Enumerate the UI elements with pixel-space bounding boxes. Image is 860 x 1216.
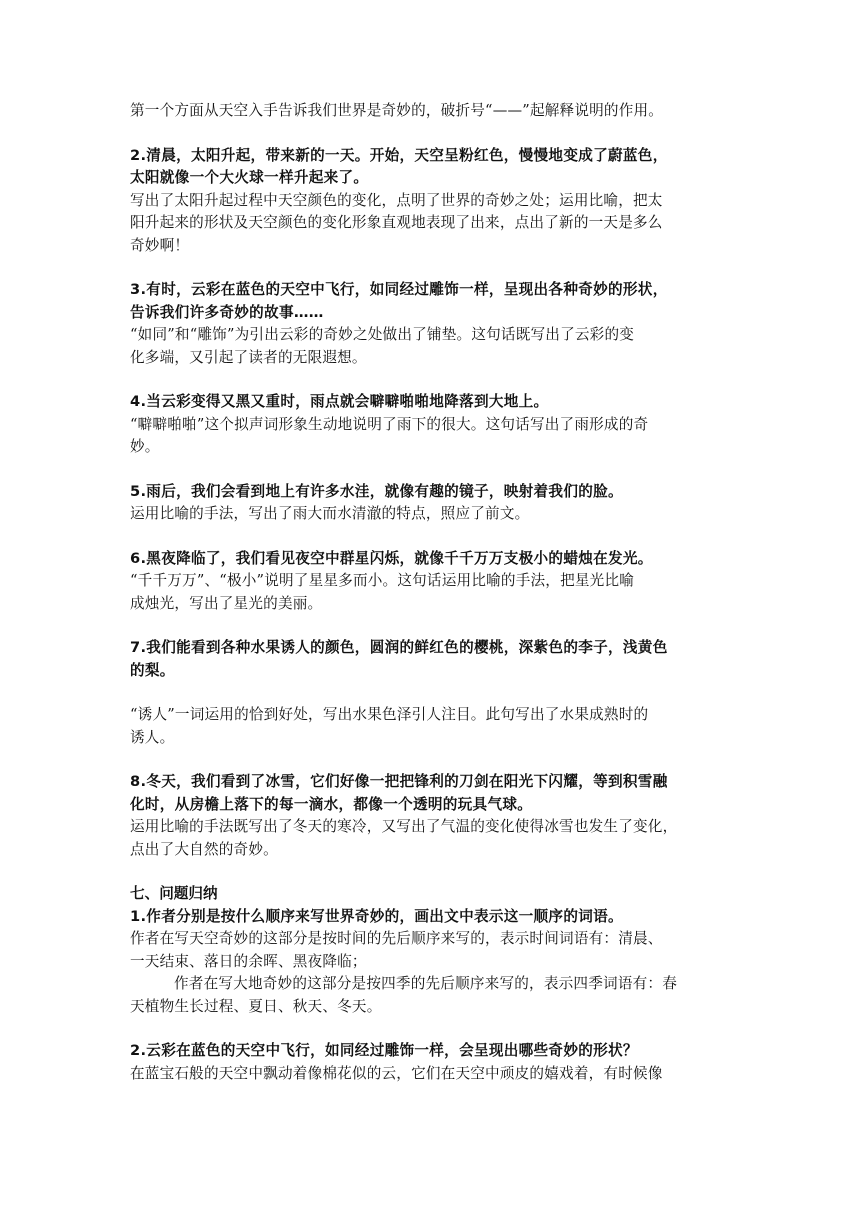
item-7 (130, 637, 732, 749)
section-7-heading: 七、问题归纳 (130, 885, 218, 902)
item-7-question-line-2: 的梨。 (130, 661, 175, 679)
item-3-answer-line-2: 化多端，又引起了读者的无限遐想。 (130, 348, 367, 366)
item-6-answer-line-2: 成烛光，写出了星光的美丽。 (130, 594, 323, 612)
item-8-question-line-2: 化时，从房檐上落下的每一滴水，都像一个透明的玩具气球。 (130, 795, 533, 813)
section-7-answer-1-line-2: 一天结束、落日的余晖、黑夜降临； (130, 952, 367, 970)
item-2-answer-line-1: 写出了太阳升起过程中天空颜色的变化，点明了世界的奇妙之处；运用比喻，把太 (130, 191, 663, 209)
section-7-answer-2-line-1: 在蓝宝石般的天空中飘动着像棉花似的云，它们在天空中顽皮的嬉戏着，有时候像 (130, 1064, 663, 1082)
item-7-answer-line-1: “诱人”一词运用的恰到好处，写出水果色泽引人注目。此句写出了水果成熟时的 (130, 706, 649, 723)
section-7-answer-1b-line-2: 天植物生长过程、夏日、秋天、冬天。 (130, 997, 382, 1015)
item-3-question-line-1: 3.有时，云彩在蓝色的天空中飞行，如同经过雕饰一样，呈现出各种奇妙的形状， (130, 281, 668, 298)
item-6 (130, 548, 732, 616)
item-2 (130, 145, 732, 258)
item-2-question-line-1: 2.清晨，太阳升起，带来新的一天。开始，天空呈粉红色，慢慢地变成了蔚蓝色， (130, 146, 668, 164)
item-6-question-line-1: 6.黑夜降临了，我们看见夜空中群星闪烁，就像千千万万支极小的蜡烛在发光。 (130, 549, 653, 567)
item-4-answer-line-2: 妙。 (130, 438, 160, 455)
item-3-question-line-2: 告诉我们许多奇妙的故事…… (130, 303, 324, 321)
section-7-answer-1-line-1: 作者在写天空奇妙的这部分是按时间的先后顺序来写的，表示时间词语有：清晨、 (130, 930, 663, 947)
document-page (130, 100, 732, 1085)
item-4-question-line-1: 4.当云彩变得又黑又重时，雨点就会噼噼啪啪地降落到大地上。 (130, 393, 549, 410)
item-5 (130, 481, 732, 526)
item-6-answer-line-1: “千千万万”、“极小”说明了星星多而小。这句话运用比喻的手法，把星光比喻 (130, 572, 635, 589)
section-7-answer-1b-line-1: 作者在写大地奇妙的这部分是按四季的先后顺序来写的，表示四季词语有：春 (174, 975, 677, 992)
intro-paragraph: 第一个方面从天空入手告诉我们世界是奇妙的，破折号“——”起解释说明的作用。 (130, 102, 664, 119)
item-2-answer-line-3: 奇妙啊！ (130, 236, 190, 254)
item-7-question-line-1: 7.我们能看到各种水果诱人的颜色，圆润的鲜红色的樱桃，深紫色的李子，浅黄色 (130, 639, 668, 656)
item-8-question-line-1: 8.冬天，我们看到了冰雪，它们好像一把把锋利的刀剑在阳光下闪耀，等到积雪融 (130, 773, 668, 790)
item-5-answer-line-1: 运用比喻的手法，写出了雨大而水清澈的特点，照应了前文。 (130, 505, 530, 522)
item-3 (130, 279, 732, 369)
item-2-question-line-2: 太阳就像一个大火球一样升起来了。 (130, 169, 369, 186)
item-2-answer-line-2: 阳升起来的形状及天空颜色的变化形象直观地表现了出来，点出了新的一天是多么 (130, 214, 663, 231)
item-5-question-line-1: 5.雨后，我们会看到地上有许多水洼，就像有趣的镜子，映射着我们的脸。 (130, 482, 623, 500)
section-7-question-2: 2.云彩在蓝色的天空中飞行，如同经过雕饰一样，会呈现出哪些奇妙的形状？ (130, 1042, 638, 1059)
section-7-question-1: 1.作者分别是按什么顺序来写世界奇妙的，画出文中表示这一顺序的词语。 (130, 907, 623, 925)
item-7-answer-line-2: 诱人。 (130, 728, 175, 746)
item-8-answer-line-2: 点出了大自然的奇妙。 (130, 840, 278, 858)
item-8 (130, 771, 732, 861)
section-problem-summary (130, 883, 732, 1085)
item-3-answer-line-1: “如同”和“雕饰”为引出云彩的奇妙之处做出了铺垫。这句话既写出了云彩的变 (130, 326, 635, 343)
item-8-answer-line-1: 运用比喻的手法既写出了冬天的寒冷，又写出了气温的变化使得冰雪也发生了变化， (130, 818, 678, 835)
item-4 (130, 391, 732, 459)
item-4-answer-line-1: “噼噼啪啪”这个拟声词形象生动地说明了雨下的很大。这句话写出了雨形成的奇 (130, 415, 649, 433)
